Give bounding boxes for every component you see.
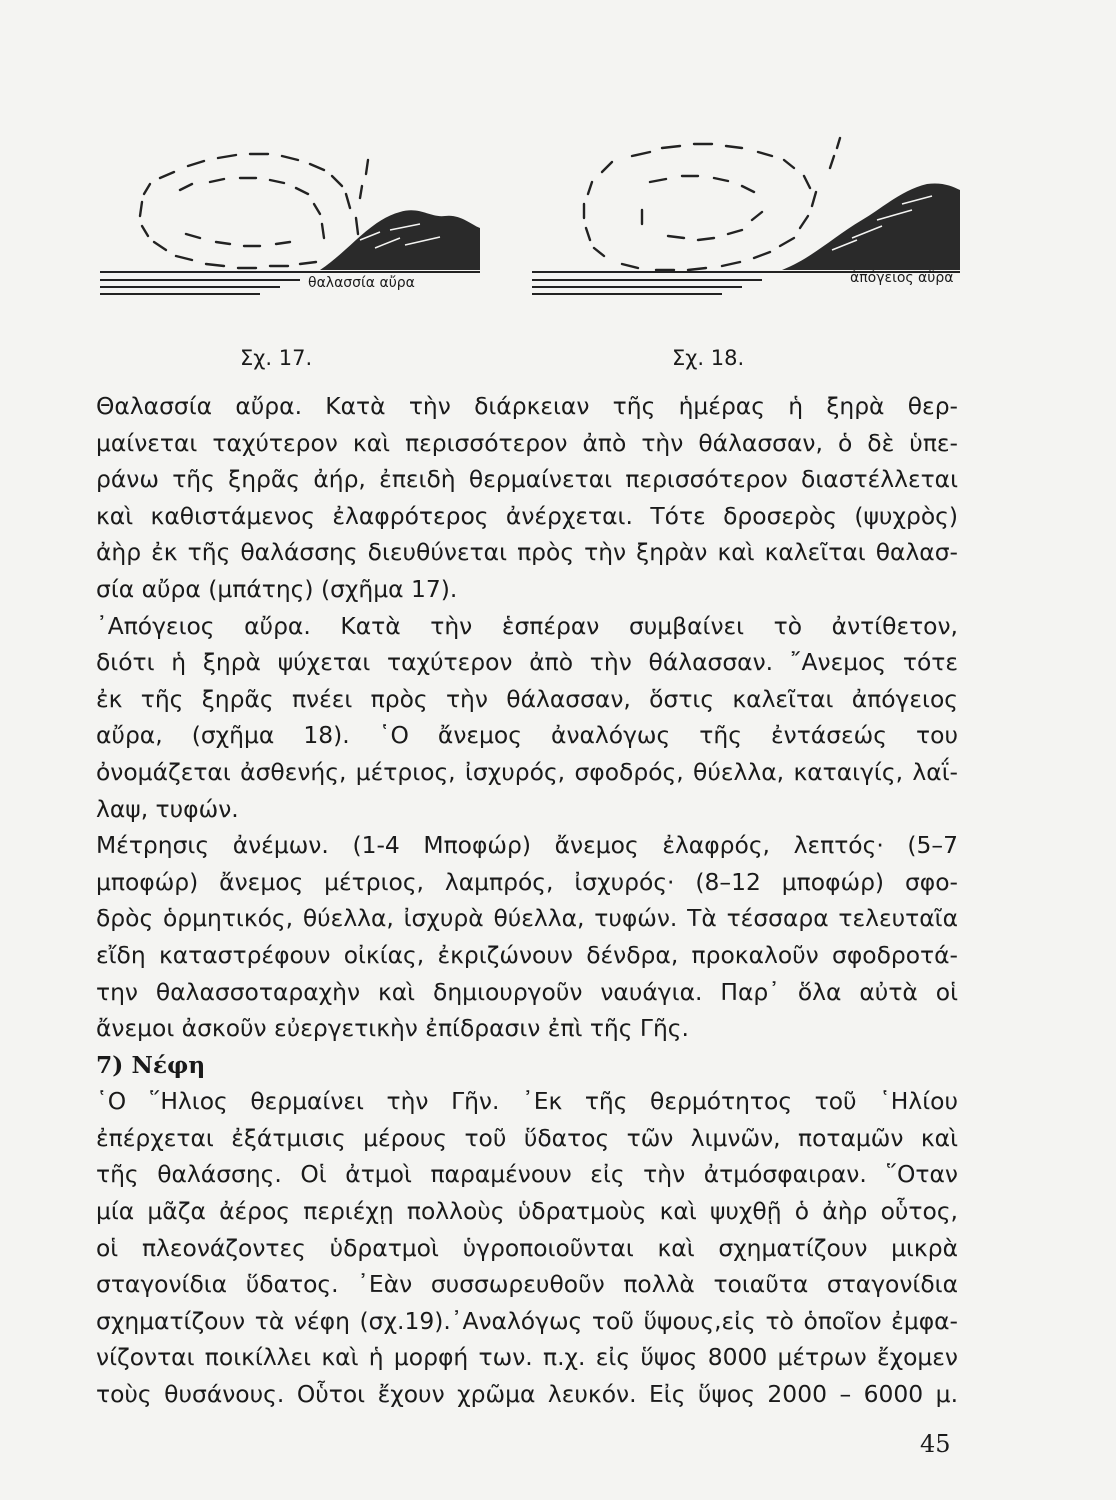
text-line: ἀὴρ ἐκ τῆς θαλάσσης διευθύνεται πρὸς τὴν ξηρὰν καὶ καλεῖται θαλασ-: [96, 538, 958, 567]
body-text: [96, 388, 958, 1413]
figure-18: [532, 120, 960, 370]
text-line: Θαλασσία αὔρα. Κατὰ τὴν διάρκειαν τῆς ἡμέρας ἡ ξηρὰ θερ-: [96, 392, 958, 420]
text-line: ἐπέρχεται ἐξάτμισις μέρους τοῦ ὕδατος τῶν λιμνῶν, ποταμῶν καὶ: [96, 1123, 958, 1152]
text-line: ἐκ τῆς ξηρᾶς πνέει πρὸς τὴν θάλασσαν, ὅστις καλεῖται ἀπόγειος: [96, 684, 958, 713]
page-number: 45: [920, 1430, 951, 1458]
text-line: Μέτρησις ἀνέμων. (1-4 Μποφώρ) ἄνεμος ἐλαφρός, λεπτός· (5–7: [96, 831, 958, 860]
text-line: λαψ, τυφών.: [96, 794, 239, 823]
text-line: ράνω τῆς ξηρᾶς ἀήρ, ἐπειδὴ θερμαίνεται περισσότερον διαστέλλεται: [96, 465, 958, 494]
figure-18-caption: Σχ. 18.: [672, 346, 745, 370]
figure-18-inner-label: ἀπόγειος αὔρα: [850, 270, 954, 286]
text-line: οἱ πλεονάζοντες ὑδρατμοὶ ὑγροποιοῦνται καὶ σχηματίζουν μικρὰ: [96, 1233, 958, 1262]
text-line: σία αὔρα (μπάτης) (σχῆμα 17).: [96, 574, 458, 603]
text-line: μποφώρ) ἄνεμος μέτριος, λαμπρός, ἰσχυρός· (8–12 μποφώρ) σφο-: [96, 867, 958, 896]
text-line: σταγονίδια ὕδατος. ᾿Εὰν συσσωρευθοῦν πολλὰ τοιαῦτα σταγονίδια: [96, 1270, 958, 1299]
figure-17-inner-label: θαλασσία αὔρα: [308, 275, 415, 291]
text-line: μία μᾶζα ἀέρος περιέχῃ πολλοὺς ὑδρατμοὺς καὶ ψυχθῇ ὁ ἀὴρ οὗτος,: [96, 1197, 958, 1226]
sea-breeze-diagram: [100, 120, 480, 300]
text-line: τοὺς θυσάνους. Οὗτοι ἔχουν χρῶμα λευκόν. Εἰς ὕψος 2000 – 6000 μ.: [96, 1380, 958, 1409]
text-line: δρὸς ὁρμητικός, θύελλα, ἰσχυρὰ θύελλα, τυφών. Τὰ τέσσαρα τελευταῖα: [96, 904, 958, 933]
text-line: μαίνεται ταχύτερον καὶ περισσότερον ἀπὸ τὴν θάλασσαν, ὁ δὲ ὑπε-: [96, 428, 958, 457]
text-line: την θαλασσοταραχὴν καὶ δημιουργοῦν ναυάγια. Παρ᾿ ὅλα αὐτὰ οἱ: [96, 977, 958, 1006]
figure-17: [100, 120, 480, 370]
text-line: καὶ καθιστάμενος ἐλαφρότερος ἀνέρχεται. Τότε δροσερὸς (ψυχρὸς): [96, 501, 958, 530]
text-line: διότι ἡ ξηρὰ ψύχεται ταχύτερον ἀπὸ τὴν θάλασσαν. ῎Ανεμος τότε: [96, 648, 958, 677]
text-line: ὀνομάζεται ἀσθενής, μέτριος, ἰσχυρός, σφοδρός, θύελλα, καταιγίς, λαΐ-: [96, 757, 958, 786]
text-line: ῾Ο ῞Ηλιος θερμαίνει τὴν Γῆν. ᾿Εκ τῆς θερμότητος τοῦ ῾Ηλίου: [96, 1087, 958, 1116]
text-line: ἄνεμοι ἀσκοῦν εὐεργετικὴν ἐπίδρασιν ἐπὶ τῆς Γῆς.: [96, 1014, 689, 1043]
text-line: εἴδη καταστρέφουν οἰκίας, ἐκριζώνουν δένδρα, προκαλοῦν σφοδροτά-: [96, 940, 958, 969]
text-line: αὔρα, (σχῆμα 18). ῾Ο ἄνεμος ἀναλόγως τῆς ἐντάσεώς του: [96, 721, 958, 750]
section-heading: 7) Νέφη: [96, 1050, 206, 1079]
text-line: τῆς θαλάσσης. Οἱ ἀτμοὶ παραμένουν εἰς τὴν ἀτμόσφαιραν. ῞Οταν: [96, 1160, 958, 1189]
text-line: ᾿Απόγειος αὔρα. Κατὰ τὴν ἑσπέραν συμβαίνει τὸ ἀντίθετον,: [96, 611, 958, 640]
text-line: νίζονται ποικίλλει καὶ ἡ μορφή των. π.χ. εἰς ὕψος 8000 μέτρων ἔχομεν: [96, 1343, 958, 1372]
figure-17-caption: Σχ. 17.: [240, 346, 313, 370]
figures-row: [100, 120, 960, 370]
text-line: σχηματίζουν τὰ νέφη (σχ.19).᾿Αναλόγως τοῦ ὕψους,εἰς τὸ ὁποῖον ἐμφα-: [96, 1306, 958, 1335]
